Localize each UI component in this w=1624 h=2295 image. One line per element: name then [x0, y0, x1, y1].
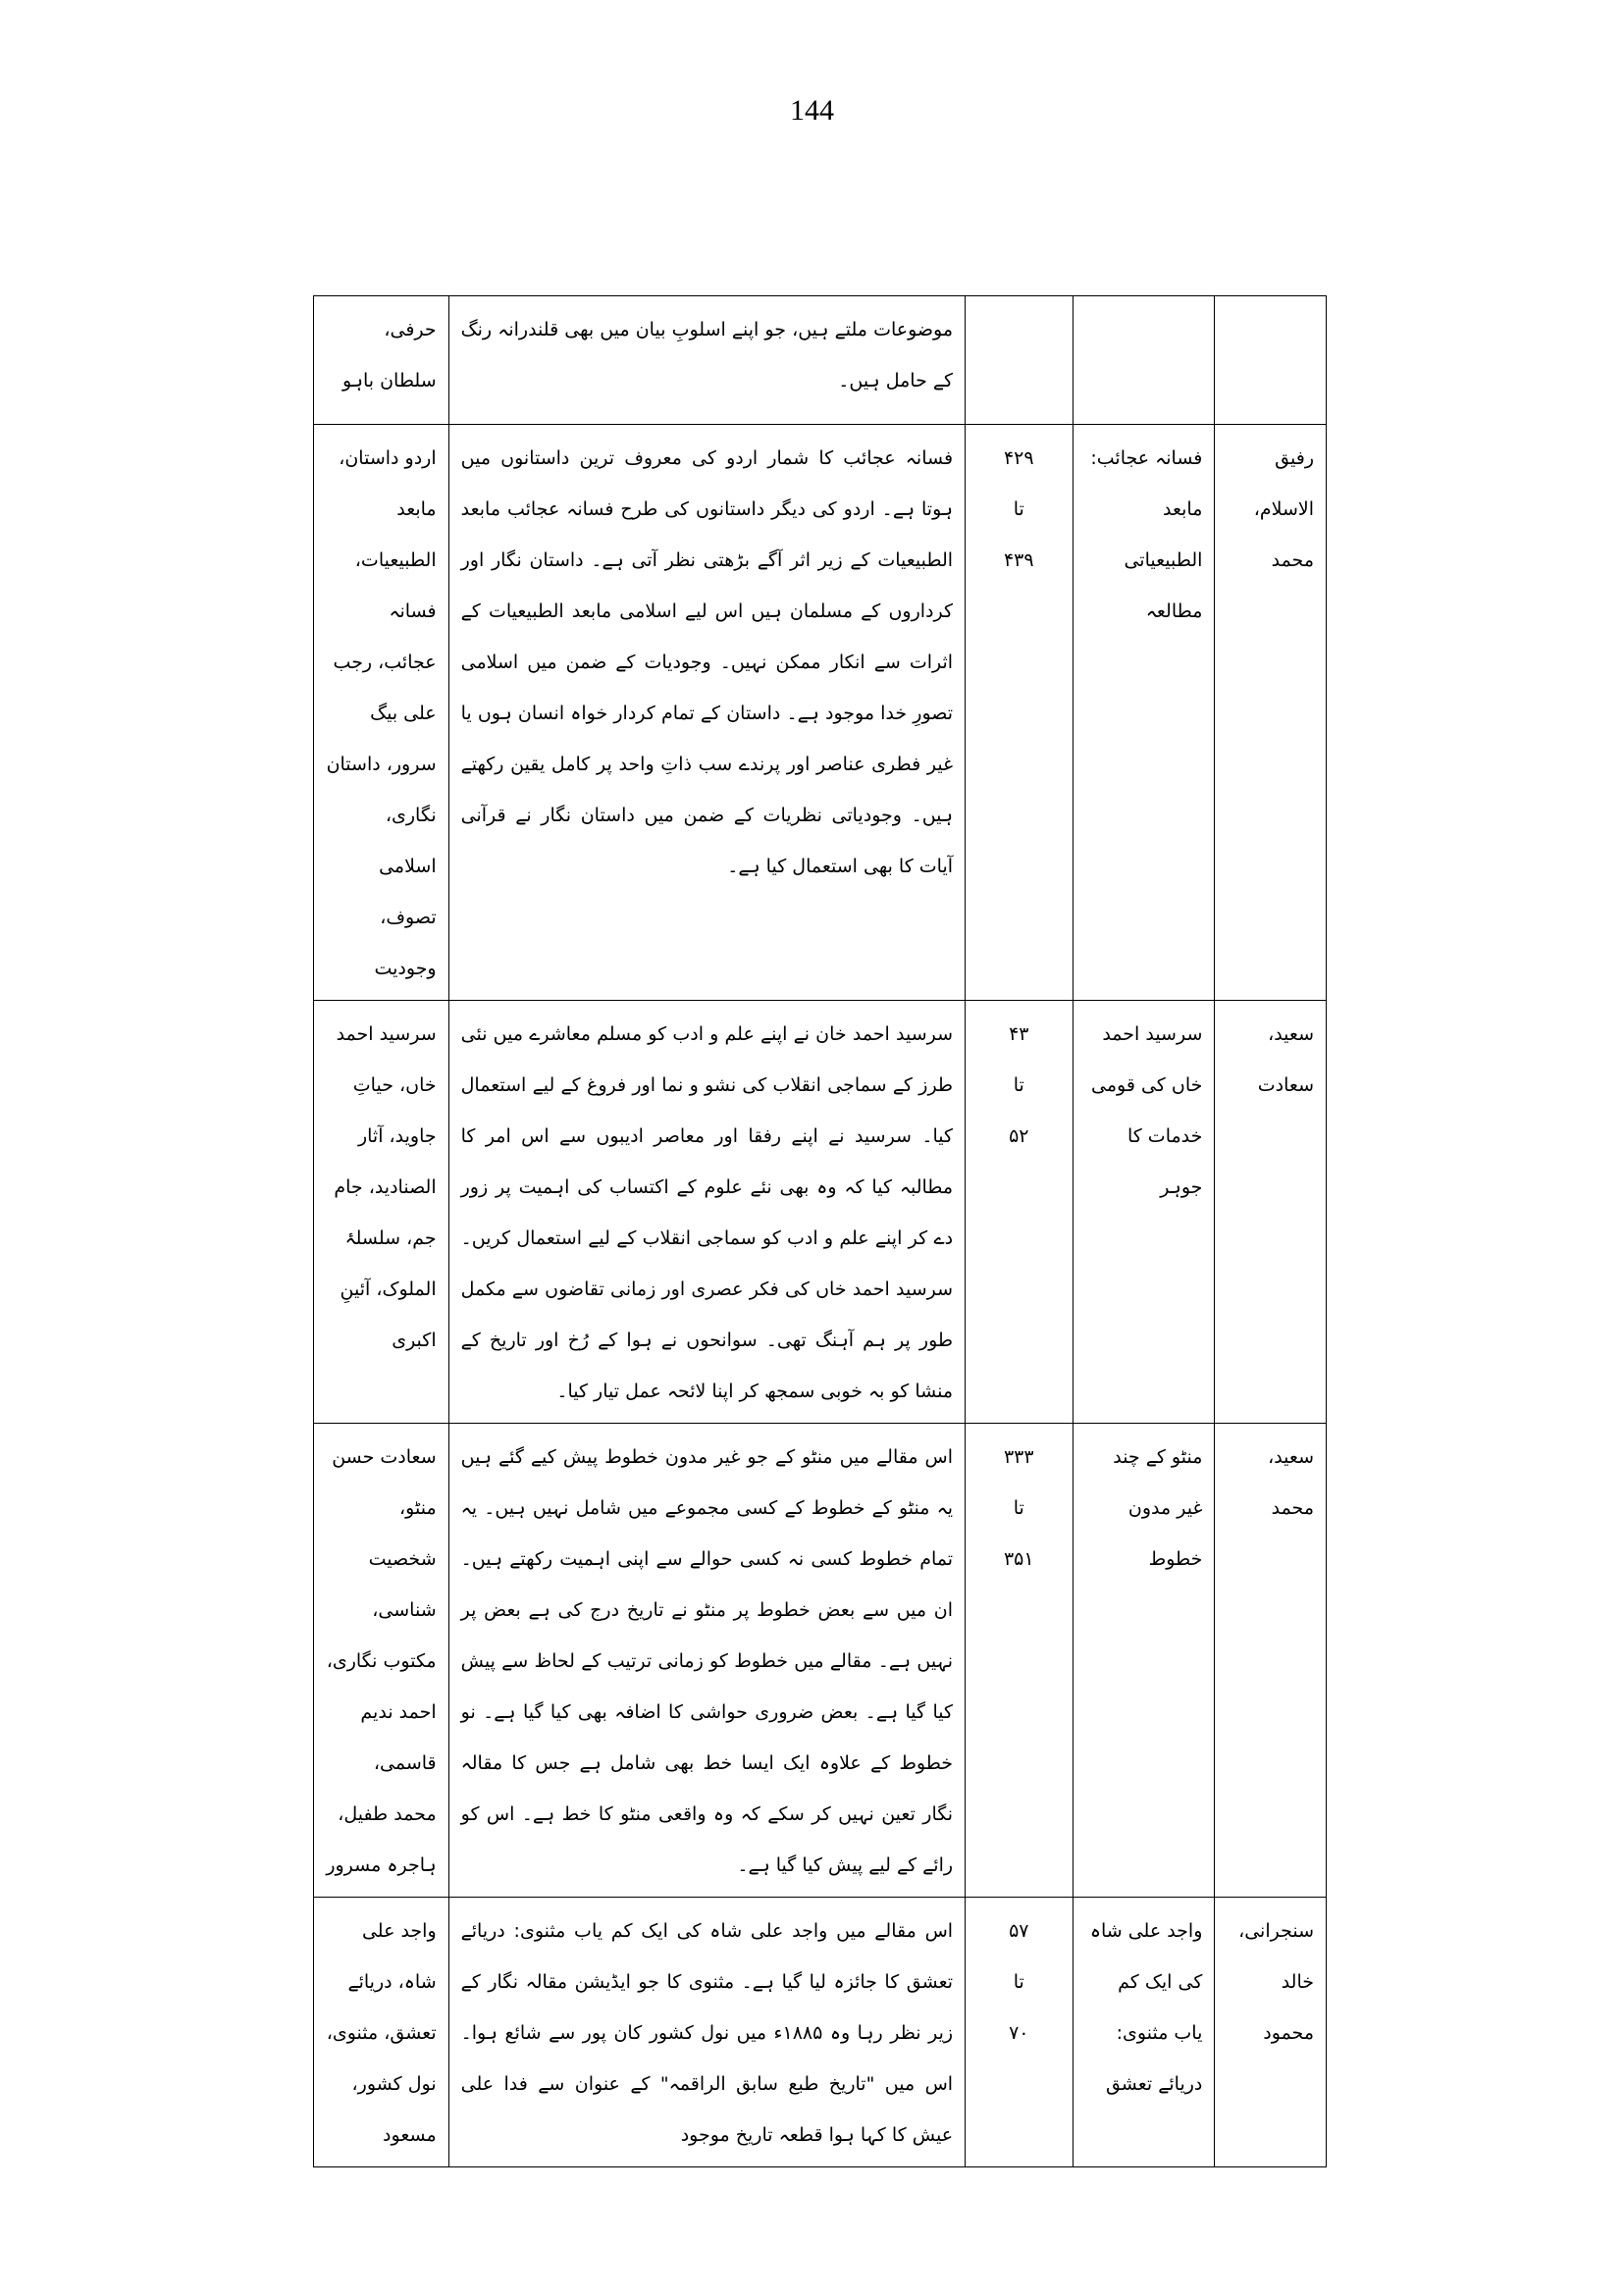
summary-text: اس مقالے میں واجد علی شاہ کی ایک کم یاب مثنوی: دریائے تعشق کا جائزہ لیا گیا ہے۔ مثنوی کا جو ایڈیشن مقالہ نگار کے زیر نظر رہا وہ ۱۸۸۵ء میں نول کشور کان پور سے شائع ہوا۔ اس میں "تاریخ طبع سابق الراقمہ" کے عنوان سے فدا علی عیش کا کہا ہوا قطعہ تاریخ موجود [460, 1920, 954, 2146]
summary-cell [448, 1001, 965, 1424]
summary-cell [448, 1898, 965, 2167]
table-row [314, 425, 1327, 1001]
summary-text: موضوعات ملتے ہیں، جو اپنے اسلوبِ بیان میں بھی قلندرانہ رنگ کے حامل ہیں۔ [460, 319, 954, 391]
keywords-cell: سعادت حسن منٹو، شخصیت شناسی، مکتوب نگاری، احمد ندیم قاسمی، محمد طفیل، ہاجرہ مسرور [314, 1424, 449, 1898]
bibliography-table [313, 295, 1327, 2167]
table-row [314, 1898, 1327, 2167]
pages-cell [966, 1424, 1073, 1898]
author-cell: رفیق الاسلام، محمد [1215, 425, 1327, 1001]
page-start: ۴۲۹ [1003, 447, 1034, 469]
table-row [314, 1001, 1327, 1424]
summary-text: اس مقالے میں منٹو کے جو غیر مدون خطوط پیش کیے گئے ہیں یہ منٹو کے خطوط کے کسی مجموعے میں شامل نہیں ہیں۔ یہ تمام خطوط کسی نہ کسی حوالے سے اپنی اہمیت رکھتے ہیں۔ ان میں سے بعض خطوط پر منٹو نے تاریخ درج کی ہے بعض پر نہیں ہے۔ مقالے میں خطوط کو زمانی ترتیب کے لحاظ سے پیش کیا گیا ہے۔ بعض ضروری حواشی کا اضافہ بھی کیا گیا ہے۔ نو خطوط کے علاوہ ایک ایسا خط بھی شامل ہے جس کا مقالہ نگار تعین نہیں کر سکے کہ وہ واقعی منٹو کا خط ہے۔ اس کو رائے کے لیے پیش کیا گیا ہے۔ [460, 1446, 954, 1876]
summary-text: سرسید احمد خان نے اپنے علم و ادب کو مسلم معاشرے میں نئی طرز کے سماجی انقلاب کی نشو و نما اور فروغ کے لیے استعمال کیا۔ سرسید نے اپنے رفقا اور معاصر ادیبوں سے اس امر کا مطالبہ کیا کہ وہ بھی نئے علوم کے اکتساب کی اہمیت پر زور دے کر اپنے علم و ادب کو سماجی انقلاب کے لیے استعمال کریں۔ سرسید احمد خاں کی فکر عصری اور زمانی تقاضوں سے مکمل طور پر ہم آہنگ تھی۔ سوانحوں نے ہوا کے رُخ اور تاریخ کے منشا کو بہ خوبی سمجھ کر اپنا لائحہ عمل تیار کیا۔ [460, 1023, 954, 1402]
page-separator: تا [1013, 498, 1024, 520]
keywords-cell: اردو داستان، مابعد الطبیعیات، فسانہ عجائب، رجب علی بیگ سرور، داستان نگاری، اسلامی تصوف، وجودیت [314, 425, 449, 1001]
page-end: ۵۲ [1009, 1125, 1029, 1147]
summary-text: فسانہ عجائب کا شمار اردو کی معروف ترین داستانوں میں ہوتا ہے۔ اردو کی دیگر داستانوں کی طرح فسانہ عجائب مابعد الطبیعیات کے زیر اثر آگے بڑھتی نظر آتی ہے۔ داستان نگار اور کرداروں کے مسلمان ہیں اس لیے اسلامی مابعد الطبیعیات کے اثرات سے انکار ممکن نہیں۔ وجودیات کے ضمن میں اسلامی تصورِ خدا موجود ہے۔ داستان کے تمام کردار خواہ انسان ہوں یا غیر فطری عناصر اور پرندے سب ذاتِ واحد پر کامل یقین رکھتے ہیں۔ وجودیاتی نظریات کے ضمن میں داستان نگار نے قرآنی آیات کا بھی استعمال کیا ہے۔ [460, 447, 954, 877]
author-cell: سعید، سعادت [1215, 1001, 1327, 1424]
page-end: ۷۰ [1009, 2022, 1029, 2044]
page-start: ۴۳ [1009, 1023, 1029, 1045]
title-cell: منٹو کے چند غیر مدون خطوط [1073, 1424, 1215, 1898]
pages-cell [966, 296, 1073, 425]
title-cell: فسانہ عجائب: مابعد الطبیعیاتی مطالعہ [1073, 425, 1215, 1001]
page-separator: تا [1013, 1497, 1024, 1519]
title-cell [1073, 296, 1215, 425]
page-start: ۵۷ [1009, 1920, 1029, 1942]
page-end: ۳۵۱ [1003, 1548, 1034, 1570]
keywords-cell: واجد علی شاہ، دریائے تعشق، مثنوی، نول کشور، مسعود [314, 1898, 449, 2167]
page-number: 144 [790, 94, 834, 127]
pages-cell [966, 1898, 1073, 2167]
author-cell: سنجرانی، خالد محمود [1215, 1898, 1327, 2167]
page-separator: تا [1013, 1971, 1024, 1993]
keywords-cell: حرفی، سلطان باہو [314, 296, 449, 425]
pages-cell [966, 425, 1073, 1001]
table-row [314, 296, 1327, 425]
page-start: ۳۳۳ [1003, 1446, 1034, 1468]
keywords-cell: سرسید احمد خاں، حیاتِ جاوید، آثار الصنادید، جام جم، سلسلۂ الملوک، آئینِ اکبری [314, 1001, 449, 1424]
author-cell [1215, 296, 1327, 425]
pages-cell [966, 1001, 1073, 1424]
page-end: ۴۳۹ [1003, 549, 1034, 571]
summary-cell [448, 296, 965, 425]
page-separator: تا [1013, 1074, 1024, 1096]
author-cell: سعید، محمد [1215, 1424, 1327, 1898]
table-row [314, 1424, 1327, 1898]
title-cell: واجد علی شاہ کی ایک کم یاب مثنوی: دریائے تعشق [1073, 1898, 1215, 2167]
summary-cell [448, 1424, 965, 1898]
title-cell: سرسید احمد خاں کی قومی خدمات کا جوہر [1073, 1001, 1215, 1424]
summary-cell [448, 425, 965, 1001]
